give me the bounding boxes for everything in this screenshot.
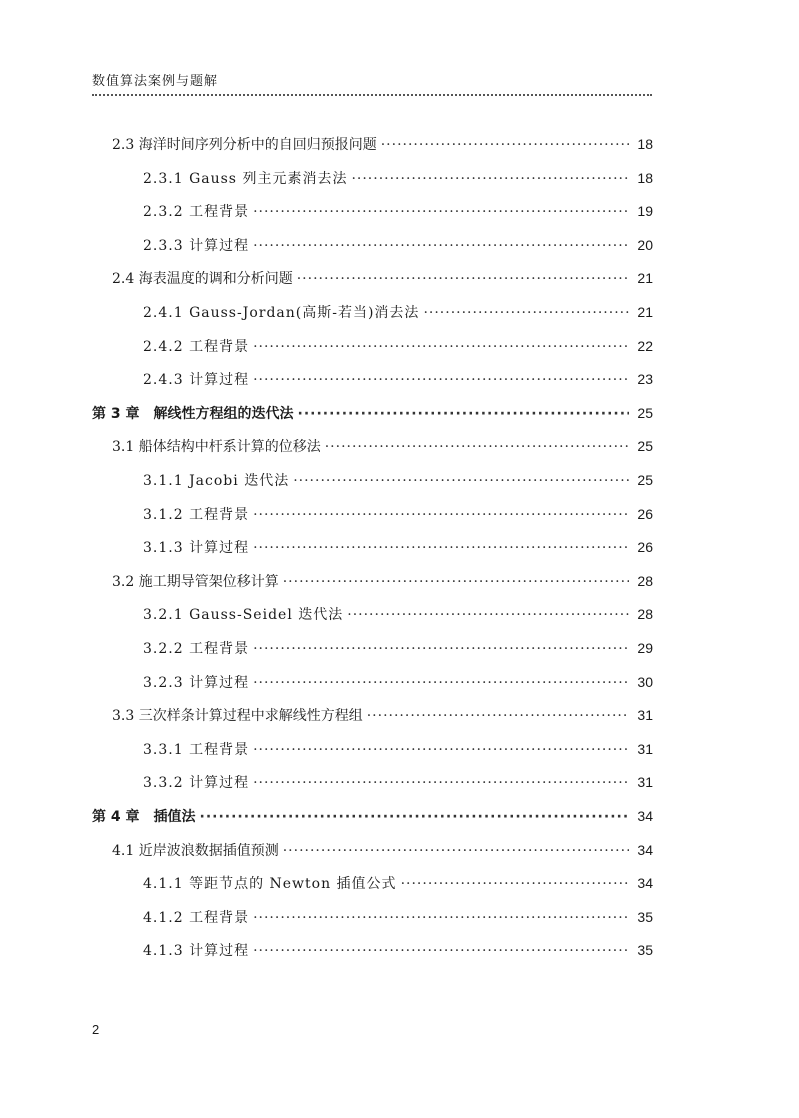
dot-leader xyxy=(325,437,629,457)
toc-entry[interactable] xyxy=(143,907,653,928)
toc-entry-title: 2.3.1 Gauss 列主元素消去法 xyxy=(143,171,348,187)
toc-entry-page: 25 xyxy=(637,438,653,454)
toc-entry-title: 4.1.3 计算过程 xyxy=(143,943,250,959)
toc-entry[interactable] xyxy=(112,840,653,861)
toc-entry-page: 18 xyxy=(637,136,653,152)
dot-leader xyxy=(283,841,629,861)
toc-entry-title: 3.3.1 工程背景 xyxy=(143,742,250,758)
toc-entry-page: 25 xyxy=(637,405,653,421)
toc-entry-page: 20 xyxy=(637,237,653,253)
toc-entry-page: 29 xyxy=(637,640,653,656)
dot-leader xyxy=(253,236,629,256)
toc-entry-title: 3.3.2 计算过程 xyxy=(143,775,250,791)
toc-entry-title: 2.3.3 计算过程 xyxy=(143,238,250,254)
toc-entry-title: 第 4 章 插值法 xyxy=(92,809,196,825)
toc-entry-title: 3.2 施工期导管架位移计算 xyxy=(112,574,279,590)
dot-leader xyxy=(253,773,629,793)
toc-entry-title: 3.2.1 Gauss-Seidel 迭代法 xyxy=(143,607,344,623)
toc-entry-title: 3.1.3 计算过程 xyxy=(143,540,250,556)
header-divider xyxy=(92,94,652,96)
toc-entry-page: 34 xyxy=(637,808,653,824)
toc-entry[interactable] xyxy=(143,235,653,256)
toc-entry-title: 3.1 船体结构中杆系计算的位移法 xyxy=(112,439,321,455)
dot-leader xyxy=(253,941,629,961)
toc-entry[interactable] xyxy=(143,940,653,961)
page-number: 2 xyxy=(92,1022,100,1037)
dot-leader xyxy=(347,605,629,625)
toc-entry-page: 19 xyxy=(637,203,653,219)
toc-entry-page: 35 xyxy=(637,909,653,925)
dot-leader xyxy=(253,740,629,760)
toc-entry-title: 3.1.2 工程背景 xyxy=(143,507,250,523)
toc-entry[interactable] xyxy=(143,369,653,390)
toc-entry-page: 21 xyxy=(637,304,653,320)
toc-entry[interactable] xyxy=(112,134,653,155)
toc-entry[interactable] xyxy=(143,772,653,793)
toc-entry-page: 28 xyxy=(637,573,653,589)
toc-entry-title: 2.3.2 工程背景 xyxy=(143,204,250,220)
dot-leader xyxy=(253,505,629,525)
toc-entry[interactable] xyxy=(143,638,653,659)
toc-entry-page: 30 xyxy=(637,674,653,690)
toc-entry[interactable] xyxy=(112,268,653,289)
toc-entry-page: 26 xyxy=(637,506,653,522)
toc-entry[interactable] xyxy=(143,604,653,625)
dot-leader xyxy=(293,471,629,491)
toc-entry[interactable] xyxy=(112,705,653,726)
toc-entry-title: 4.1.2 工程背景 xyxy=(143,910,250,926)
toc-entry-page: 23 xyxy=(637,371,653,387)
toc-entry-page: 31 xyxy=(637,741,653,757)
dot-leader xyxy=(253,673,629,693)
toc-entry-page: 18 xyxy=(637,170,653,186)
dot-leader xyxy=(253,337,629,357)
dot-leader xyxy=(253,639,629,659)
toc-entry[interactable] xyxy=(143,873,653,894)
dot-leader xyxy=(381,135,629,155)
toc-entry-title: 2.4.1 Gauss-Jordan(高斯-若当)消去法 xyxy=(143,305,420,321)
toc-entry[interactable] xyxy=(143,672,653,693)
toc-entry-title: 4.1 近岸波浪数据插值预测 xyxy=(112,843,279,859)
toc-entry-title: 3.1.1 Jacobi 迭代法 xyxy=(143,473,290,489)
toc-entry-title: 2.4.3 计算过程 xyxy=(143,372,250,388)
toc-entry[interactable] xyxy=(143,302,653,323)
dot-leader xyxy=(423,303,629,323)
toc-entry-page: 31 xyxy=(637,774,653,790)
toc-entry-title: 第 3 章 解线性方程组的迭代法 xyxy=(92,406,294,422)
toc-entry[interactable] xyxy=(92,806,653,827)
toc-entry[interactable] xyxy=(92,403,653,424)
dot-leader xyxy=(200,807,630,827)
toc-entry[interactable] xyxy=(143,537,653,558)
toc-entry-page: 26 xyxy=(637,539,653,555)
toc-entry-title: 4.1.1 等距节点的 Newton 插值公式 xyxy=(143,876,397,892)
dot-leader xyxy=(351,169,629,189)
dot-leader xyxy=(253,908,629,928)
toc-entry-title: 3.3 三次样条计算过程中求解线性方程组 xyxy=(112,708,363,724)
toc-entry[interactable] xyxy=(143,168,653,189)
toc-entry-page: 31 xyxy=(637,707,653,723)
toc-entry-title: 2.3 海洋时间序列分析中的自回归预报问题 xyxy=(112,137,377,153)
toc-entry[interactable] xyxy=(143,470,653,491)
toc-entry-page: 35 xyxy=(637,942,653,958)
dot-leader xyxy=(253,538,629,558)
toc-entry-title: 2.4.2 工程背景 xyxy=(143,339,250,355)
toc-entry-page: 21 xyxy=(637,270,653,286)
toc-entry-page: 34 xyxy=(637,875,653,891)
dot-leader xyxy=(401,874,629,894)
toc-entry-page: 34 xyxy=(637,842,653,858)
toc-entry-page: 25 xyxy=(637,472,653,488)
dot-leader xyxy=(297,269,629,289)
toc-entry-page: 28 xyxy=(637,606,653,622)
toc-entry[interactable] xyxy=(112,436,653,457)
toc-entry[interactable] xyxy=(143,504,653,525)
dot-leader xyxy=(283,572,629,592)
dot-leader xyxy=(253,370,629,390)
toc-entry-title: 3.2.2 工程背景 xyxy=(143,641,250,657)
running-header: 数值算法案例与题解 xyxy=(92,74,219,89)
toc-entry-title: 2.4 海表温度的调和分析问题 xyxy=(112,271,293,287)
toc-entry-page: 22 xyxy=(637,338,653,354)
toc-entry[interactable] xyxy=(143,739,653,760)
toc-entry[interactable] xyxy=(112,571,653,592)
toc-entry[interactable] xyxy=(143,201,653,222)
toc-entry[interactable] xyxy=(143,336,653,357)
dot-leader xyxy=(253,202,629,222)
dot-leader xyxy=(367,706,629,726)
dot-leader xyxy=(298,404,630,424)
toc-entry-title: 3.2.3 计算过程 xyxy=(143,675,250,691)
